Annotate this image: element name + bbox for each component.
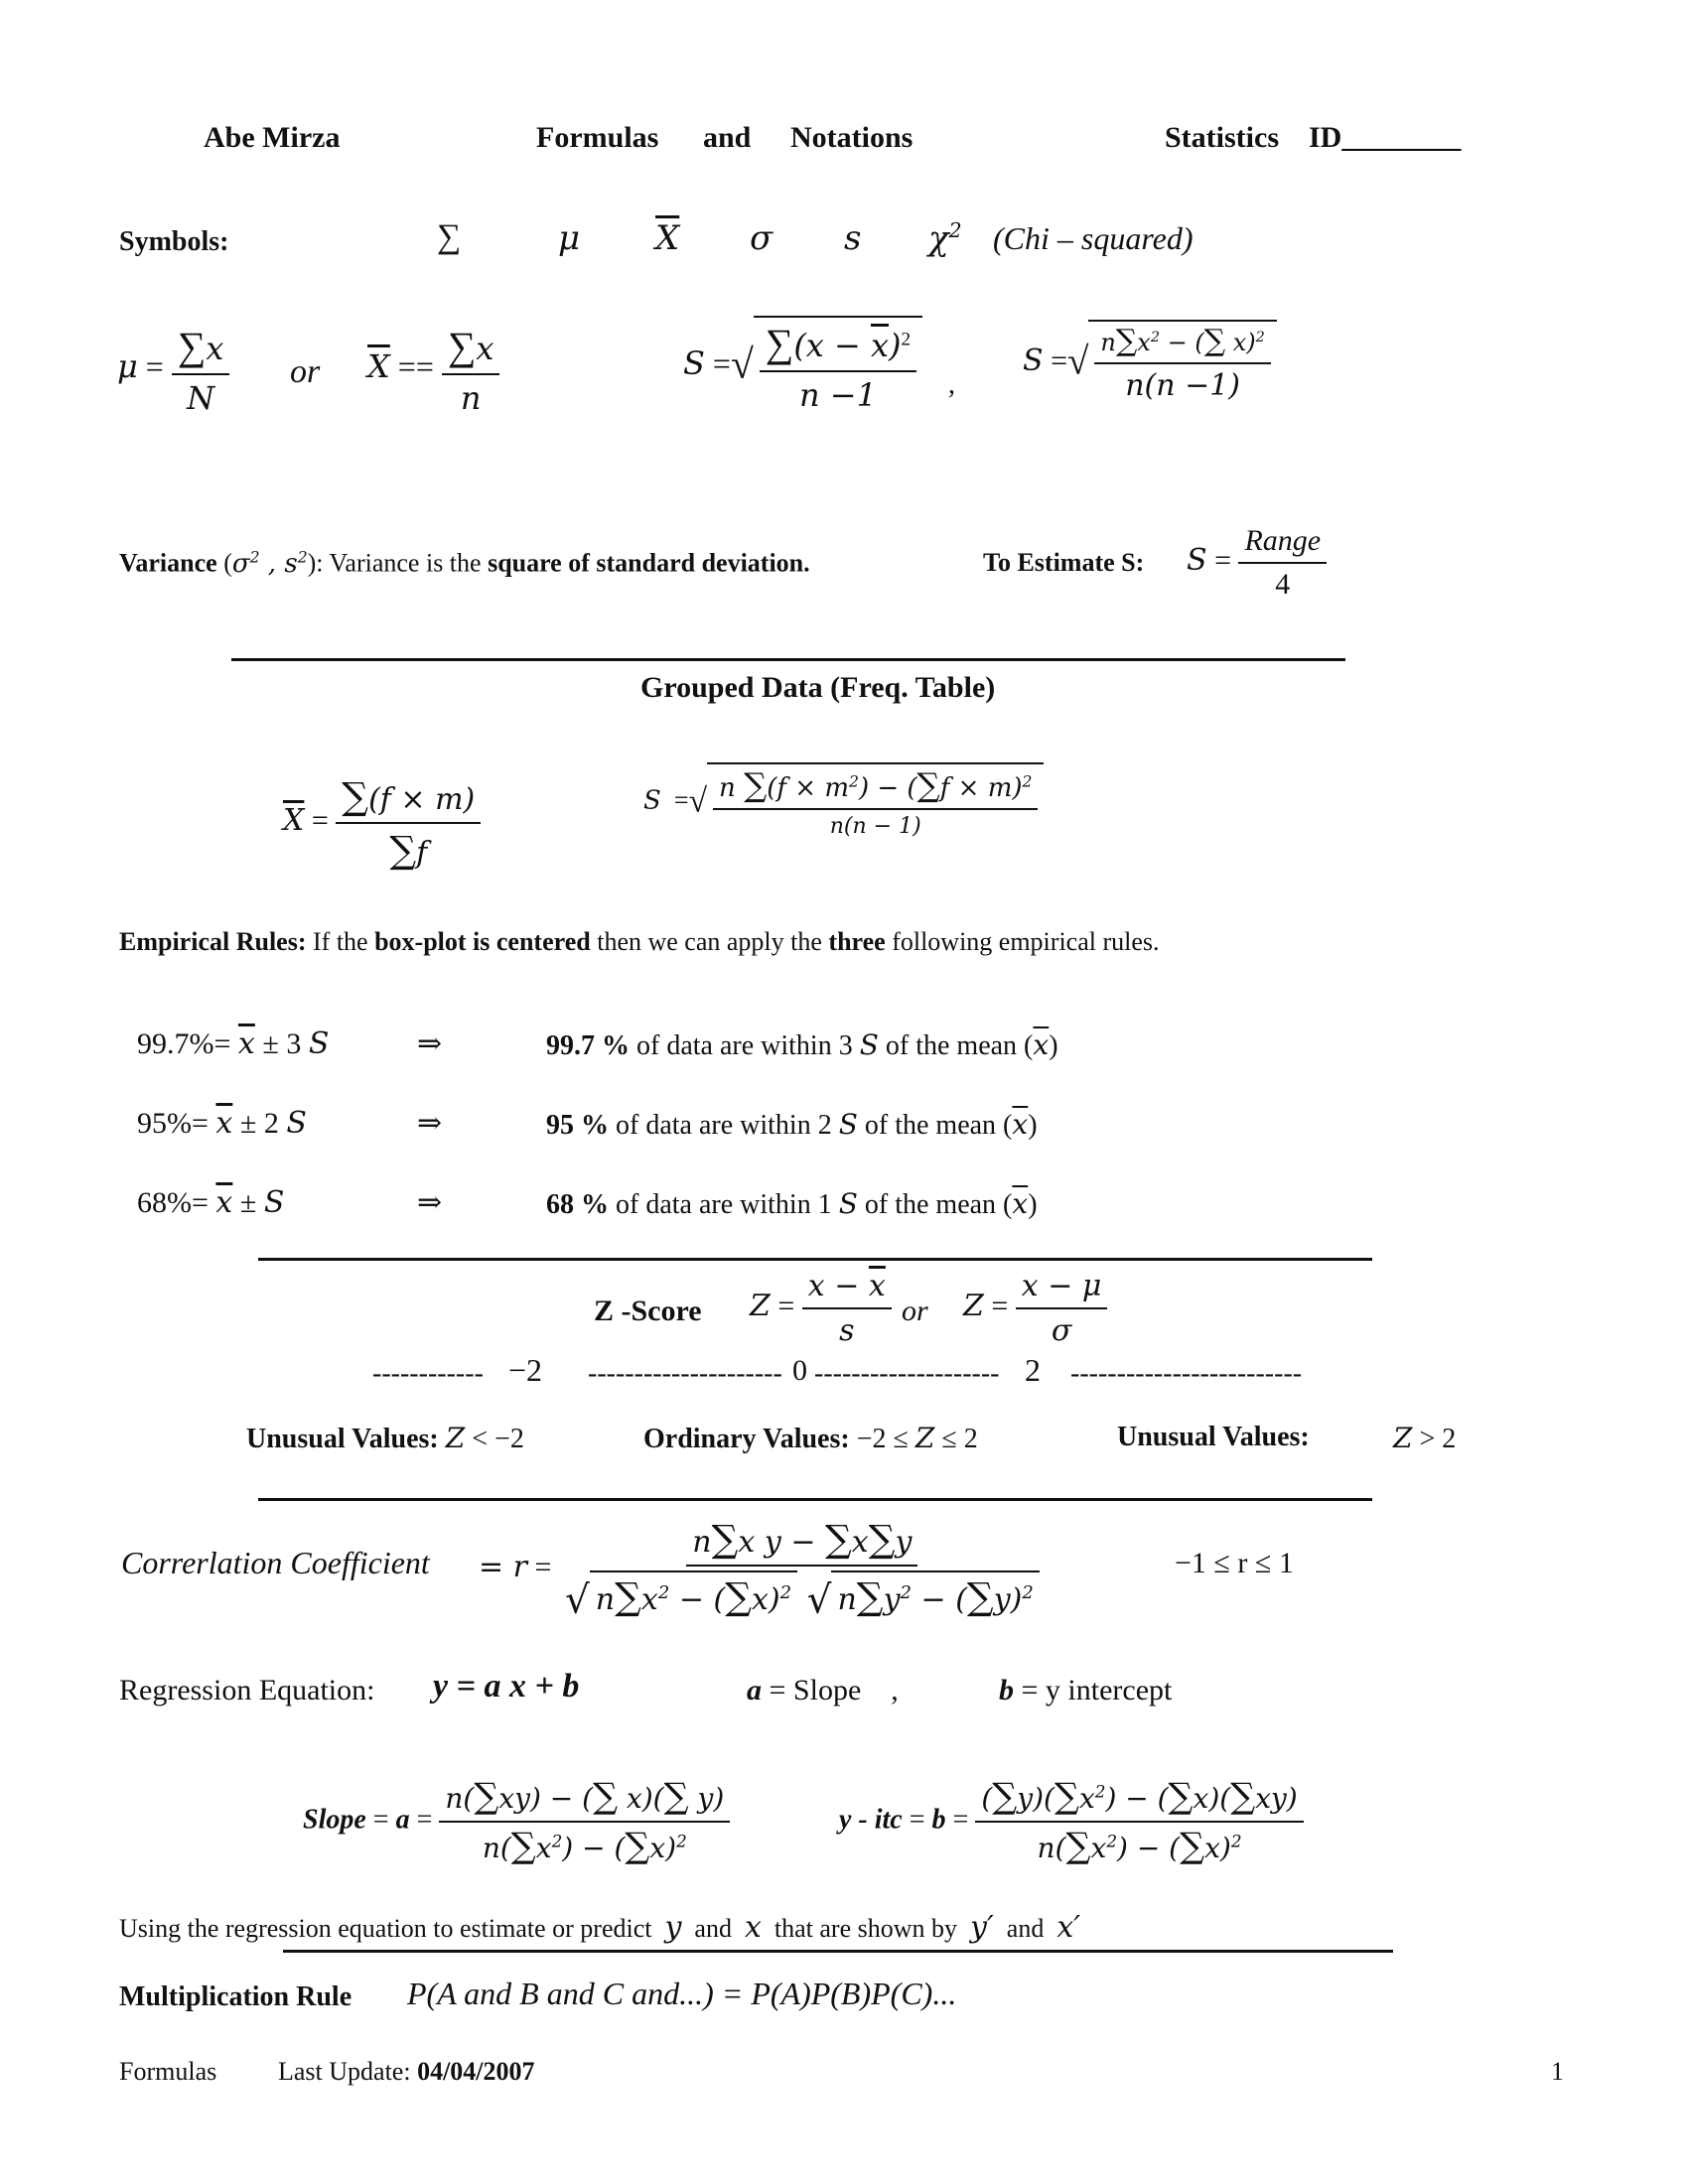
mu-symbol: μ	[558, 218, 581, 258]
page-number: 1	[1551, 2057, 1564, 2086]
zscale-line-a: ------------	[372, 1358, 484, 1389]
std-dev-formula-1: S =√ $\frac{\sum(x - \overline{x})^2}{n -1}$	[683, 316, 922, 414]
rule-997-pct: 99.7%=	[137, 1027, 231, 1060]
slope-label: Slope	[303, 1804, 366, 1836]
slope-definition: a = Slope ,	[747, 1674, 899, 1706]
regression-equation: y = a x + b	[433, 1668, 580, 1705]
unusual-values-low: Unusual Values: Z < −2	[246, 1422, 524, 1454]
rule-68-text: 68 % of data are within 1 S of the mean $(\overline{x})$	[546, 1187, 1038, 1220]
variance-line: Variance ($\sigma^2$ , $s^2$): Variance is the square of standard deviation.	[119, 548, 810, 579]
sigma-lower-symbol: σ	[750, 218, 774, 258]
intercept-formula: y - itc = b = $\frac{(\sum y)(\sum x^2) - (\sum x)(\sum xy)}{n(\sum x^2) - (\sum x)^2}$	[839, 1777, 1304, 1866]
section-divider-2	[258, 1258, 1372, 1261]
rule-997-pct-bold: 99.7 %	[546, 1030, 630, 1061]
student-id-field: ID________	[1309, 121, 1462, 154]
zscale-neg-two: −2	[508, 1352, 543, 1388]
grouped-std-dev-formula: S =√ $\frac{n \sum(f \times m^2) - (\sum f \times m)^2}{n(n - 1)}$	[643, 762, 1044, 839]
page-title-and: and	[703, 121, 752, 154]
prediction-shown: that are shown by	[774, 1914, 958, 1943]
range-word: Range	[1238, 524, 1327, 564]
course-name: Statistics	[1165, 121, 1279, 154]
implies-arrow-3: ⇒	[417, 1186, 443, 1219]
rule-997-lhs: $99.7\%= \overline{x} \pm 3$ S	[137, 1026, 330, 1061]
empirical-text-bold-1: box-plot is centered	[374, 927, 591, 956]
rule-68-pct: 68%=	[137, 1186, 209, 1219]
implies-arrow-2: ⇒	[417, 1107, 443, 1140]
implies-arrow-1: ⇒	[417, 1027, 443, 1060]
comma-separator: ,	[948, 369, 955, 400]
ordinary-label: Ordinary Values:	[643, 1424, 850, 1454]
rule-997-text: 99.7 % of data are within 3 S of the mean $(\overline{x})$	[546, 1028, 1058, 1061]
page-title-formulas: Formulas	[536, 121, 659, 154]
intercept-desc: = y intercept	[1021, 1674, 1173, 1706]
section-divider-4	[283, 1950, 1393, 1953]
multiplication-rule-label: Multiplication Rule	[119, 1981, 352, 2012]
grouped-data-title: Grouped Data (Freq. Table)	[640, 671, 996, 704]
symbols-label: Symbols:	[119, 226, 229, 257]
rule-95-tail: of the mean (	[857, 1110, 1013, 1141]
zscale-line-b: ---------------------	[588, 1358, 782, 1389]
ordinary-values: Ordinary Values: −2 ≤ Z ≤ 2	[643, 1422, 978, 1454]
rule-68-lhs: $68\%= \overline{x} \pm S$	[137, 1185, 285, 1220]
chi-squared-note: (Chi – squared)	[993, 220, 1194, 256]
or-word: or	[290, 353, 321, 390]
zscale-line-d: -------------------------	[1070, 1358, 1303, 1389]
xbar-symbol: $\overline{X}$	[655, 218, 680, 258]
estimate-s-formula: S = $\frac{\text{Range}}{4}$	[1187, 524, 1327, 602]
prediction-text: Using the regression equation to estimate or predict	[119, 1914, 652, 1943]
empirical-rules-intro	[119, 927, 1160, 957]
empirical-text-bold-2: three	[828, 927, 886, 956]
section-divider-1	[231, 658, 1345, 661]
population-mean-formula: μ = $\frac{\sum x}{N}$	[117, 323, 229, 417]
last-update-label: Last Update:	[278, 2057, 411, 2086]
zscore-or: or	[902, 1295, 928, 1327]
last-update-date: 04/04/2007	[417, 2057, 535, 2086]
correlation-label: Correrlation Coefficient	[121, 1545, 430, 1580]
footer-last-update	[278, 2057, 535, 2087]
author-name: Abe Mirza	[204, 121, 341, 154]
sample-mean-formula: $\overline{X}$ == $\frac{\sum x}{n}$	[367, 323, 499, 417]
variance-text-bold: square of standard deviation.	[488, 548, 810, 578]
multiplication-rule-formula: P(A and B and C and...) = P(A)P(B)P(C)...	[407, 1976, 957, 2011]
empirical-label: Empirical Rules:	[119, 927, 307, 956]
empirical-text-1: If the	[306, 927, 375, 956]
section-divider-3	[258, 1498, 1372, 1501]
rule-95-kk: 2	[817, 1110, 832, 1141]
empirical-text-2: then we can apply the	[590, 927, 829, 956]
variance-text: Variance is the	[329, 548, 489, 578]
rule-68-desc: of data are within	[609, 1189, 818, 1220]
rule-95-pct: 95%=	[137, 1107, 209, 1140]
variance-label: Variance	[119, 548, 217, 578]
grouped-mean-formula: $\overline{X}$ = $\frac{\sum(f \times m)}{\sum f}$	[283, 774, 481, 872]
zscale-line-c: --------------------	[814, 1358, 1000, 1389]
sigma-symbol: ∑	[437, 218, 462, 255]
rule-95-text: 95 % of data are within 2 S of the mean $(\overline{x})$	[546, 1108, 1038, 1141]
slope-formula: Slope = a = $\frac{n(\sum xy) - (\sum x)(\sum y)}{n(\sum x^2) - (\sum x)^2}$	[303, 1777, 730, 1866]
rule-997-desc: of data are within	[630, 1030, 839, 1061]
intercept-definition: b = y intercept	[999, 1674, 1173, 1706]
zscore-formula-sample: Z = $\frac{x - \overline{x}}{s}$	[750, 1269, 892, 1348]
prediction-and-2: and	[1006, 1914, 1045, 1943]
zscale-zero: 0	[792, 1354, 807, 1387]
page-title-notations: Notations	[790, 121, 914, 154]
slope-desc: = Slope	[769, 1674, 862, 1706]
zscore-formula-population: Z = $\frac{x - \mu}{\sigma}$	[963, 1269, 1107, 1348]
footer-doc-name: Formulas	[119, 2057, 217, 2086]
rule-997-k: 3	[286, 1027, 302, 1060]
chi-squared-symbol: $\chi^2$	[928, 218, 962, 259]
rule-68-pct-bold: 68 %	[546, 1189, 609, 1220]
zscale-pos-two: 2	[1025, 1352, 1041, 1388]
rule-68-tail: of the mean (	[857, 1189, 1013, 1220]
estimate-s-label: To Estimate S:	[983, 548, 1145, 577]
regression-label: Regression Equation:	[119, 1674, 375, 1706]
rule-997-kk: 3	[838, 1030, 853, 1061]
unusual-label-high: Unusual Values:	[1117, 1422, 1310, 1452]
empirical-text-3: following empirical rules.	[885, 927, 1160, 956]
rule-95-pct-bold: 95 %	[546, 1110, 609, 1141]
correlation-range: −1 ≤ r ≤ 1	[1175, 1547, 1294, 1579]
rule-95-lhs: $95\%= \overline{x} \pm 2$ S	[137, 1106, 307, 1141]
rule-997-tail: of the mean (	[878, 1030, 1034, 1061]
range-denominator: 4	[1275, 568, 1291, 601]
correlation-formula: = r = $\frac{\text{n∑x y − ∑x∑y}}{√ n\sum x^2 - (\sum x)^2 √ n\sum y^2 - (\sum y)^2}$	[479, 1517, 1046, 1623]
rule-95-k: 2	[263, 1107, 279, 1140]
unusual-label-low: Unusual Values:	[246, 1424, 439, 1454]
std-dev-formula-2: S =√ $\frac{n\sum x^2 - (\sum x)^2}{n(n -1)}$	[1023, 320, 1277, 403]
unusual-values-high: Z > 2	[1393, 1422, 1457, 1454]
prediction-and-1: and	[694, 1914, 732, 1943]
rule-68-kk: 1	[817, 1189, 832, 1220]
prediction-note: Using the regression equation to estimate or predict y and x that are shown by y′ and x′	[119, 1910, 1081, 1945]
rule-95-desc: of data are within	[609, 1110, 818, 1141]
s-symbol: s	[844, 218, 862, 258]
yitc-label: y - itc	[839, 1804, 903, 1836]
zscore-label: Z -Score	[594, 1295, 702, 1327]
